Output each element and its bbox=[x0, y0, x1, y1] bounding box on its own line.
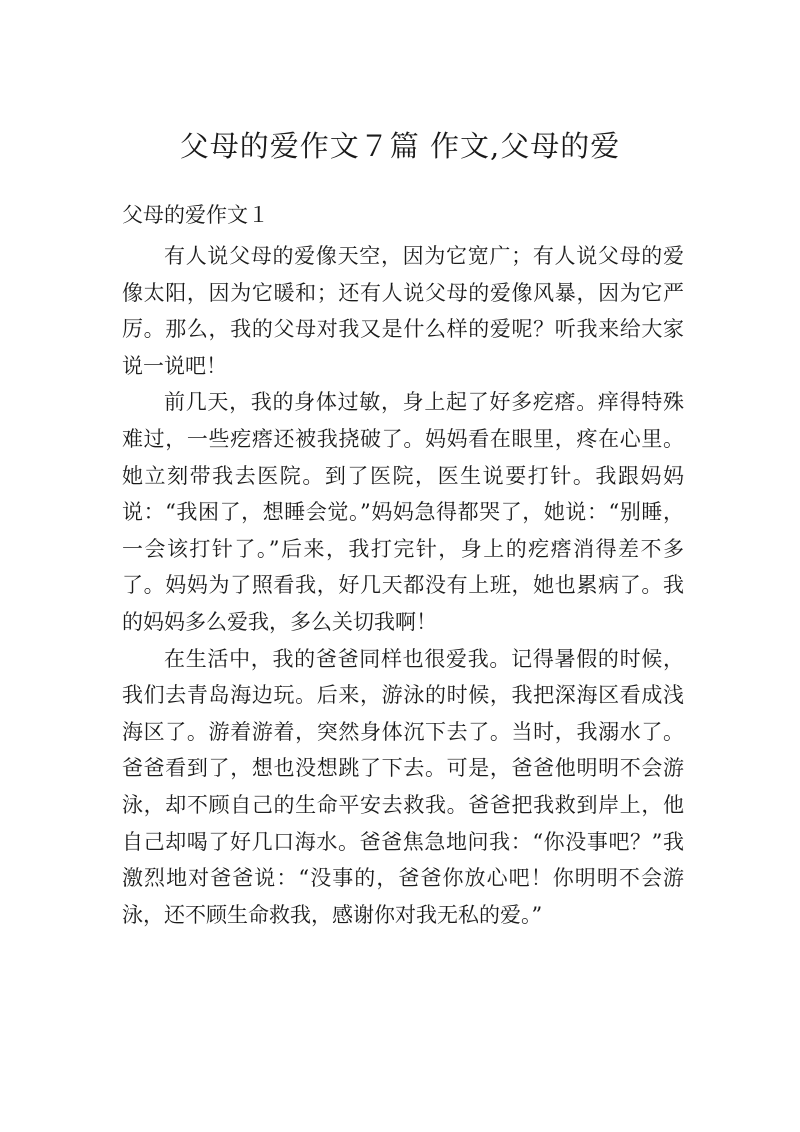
document-body bbox=[122, 238, 684, 933]
document-title: 父母的爱作文７篇 作文,父母的爱 bbox=[179, 129, 621, 163]
paragraph: 在生活中，我的爸爸同样也很爱我。记得暑假的时候，我们去青岛海边玩。后来，游泳的时候，我把深海区看成浅海区了。游着游着，突然身体沉下去了。当时，我溺水了。爸爸看到了，想也没想跳了下去。可是，爸爸他明明不会游泳，却不顾自己的生命平安去救我。爸爸把我救到岸上，他自己却喝了好几口海水。爸爸焦急地问我：“你没事吧？”我激烈地对爸爸说：“没事的，爸爸你放心吧！你明明不会游泳，还不顾生命救我，感谢你对我无私的爱。” bbox=[122, 646, 684, 927]
paragraph: 前几天，我的身体过敏，身上起了好多疙瘩。痒得特殊难过，一些疙瘩还被我挠破了。妈妈看在眼里，疼在心里。她立刻带我去医院。到了医院，医生说要打针。我跟妈妈说：“我困了，想睡会觉。”妈妈急得都哭了，她说：“别睡，一会该打针了。”后来，我打完针，身上的疙瘩消得差不多了。妈妈为了照看我，好几天都没有上班，她也累病了。我的妈妈多么爱我，多么关切我啊！ bbox=[122, 390, 684, 634]
section-heading: 父母的爱作文１ bbox=[122, 203, 269, 227]
paragraph: 有人说父母的爱像天空，因为它宽广；有人说父母的爱像太阳，因为它暖和；还有人说父母的爱像风暴，因为它严厉。那么，我的父母对我又是什么样的爱呢？听我来给大家说一说吧！ bbox=[122, 244, 684, 378]
